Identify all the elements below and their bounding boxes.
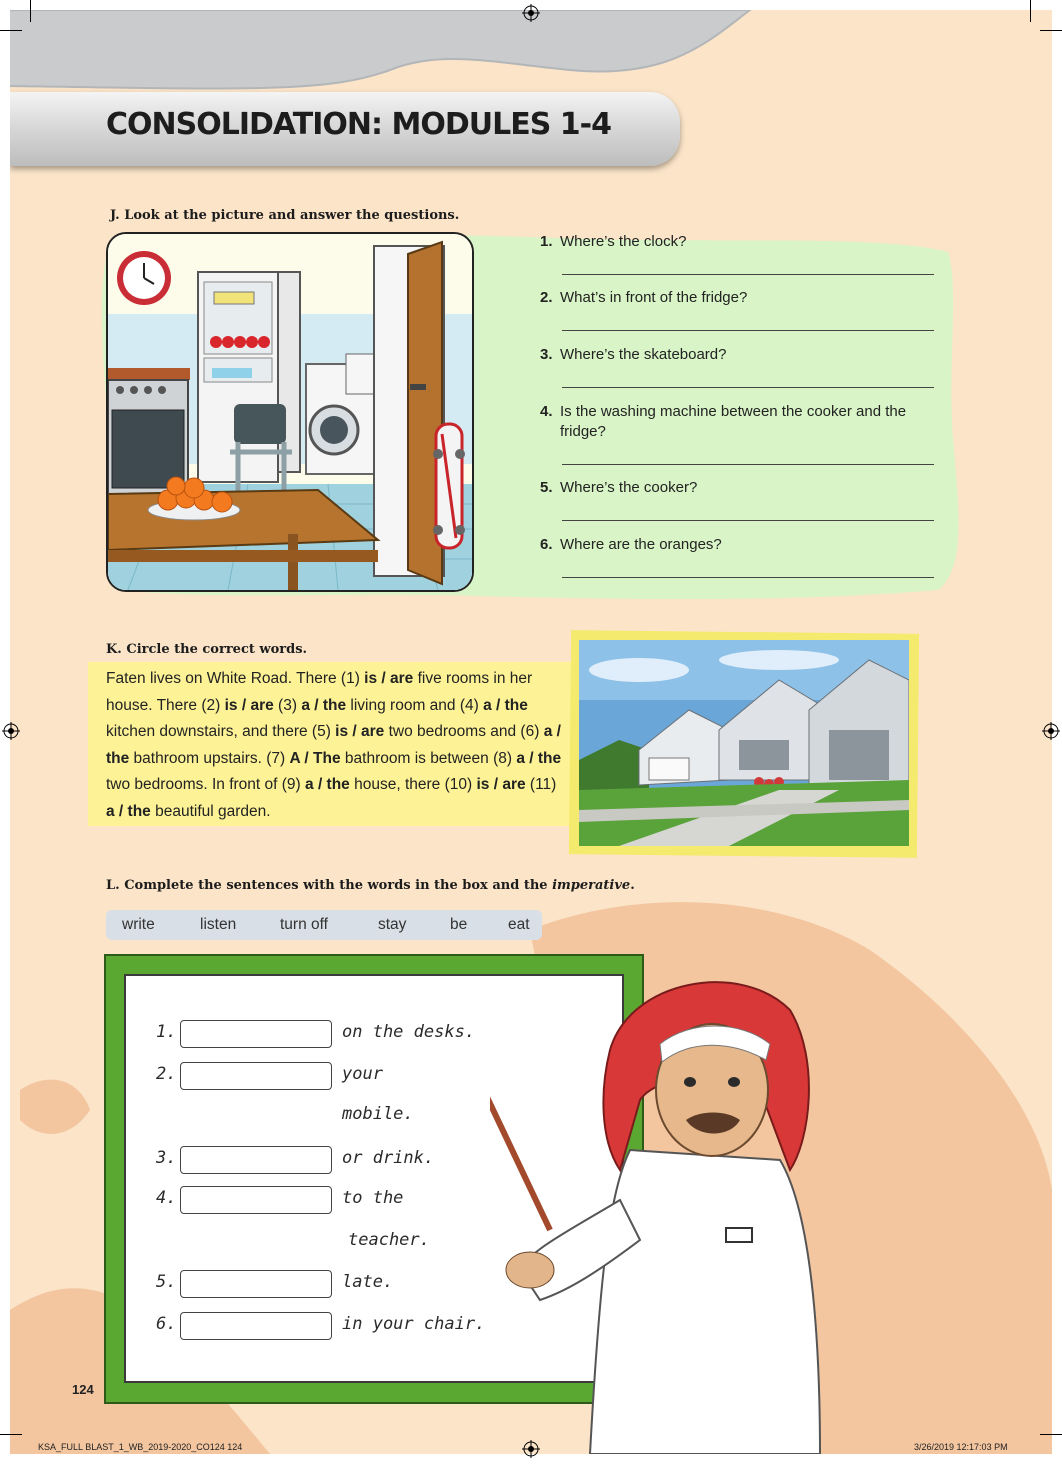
houses-photo <box>579 640 909 846</box>
choice-6[interactable]: a / the <box>106 723 561 767</box>
choice-4[interactable]: a / the <box>483 696 528 714</box>
item-text-4b: teacher. <box>348 1230 430 1250</box>
answer-box-4[interactable] <box>180 1186 332 1214</box>
footer-timestamp: 3/26/2019 12:17:03 PM <box>914 1442 1008 1452</box>
word-option: be <box>450 916 468 933</box>
item-text-1: on the desks. <box>342 1022 476 1042</box>
item-text-4: to the <box>342 1188 404 1208</box>
question-number: 3. <box>540 346 553 363</box>
instruction-text: L. Complete the sentences with the words in the box and the <box>106 878 553 893</box>
answer-line[interactable] <box>562 520 934 521</box>
page-number: 124 <box>72 1382 94 1397</box>
choice-3[interactable]: a / the <box>301 696 347 714</box>
crop-mark <box>1040 1434 1062 1435</box>
choice-11[interactable]: a / the <box>106 802 151 820</box>
question-3 <box>540 345 940 365</box>
word-option: listen <box>200 916 237 933</box>
question-2 <box>540 288 940 308</box>
question-number: 2. <box>540 289 553 306</box>
question-number: 5. <box>540 479 553 496</box>
pointer-stick <box>490 1040 550 1230</box>
item-number-1: 1. <box>156 1022 177 1042</box>
item-text-3: or drink. <box>342 1148 435 1168</box>
item-text-5: late. <box>342 1272 394 1292</box>
instruction-end: . <box>630 878 635 893</box>
exercise-k-paragraph <box>106 666 566 826</box>
answer-box-3[interactable] <box>180 1146 332 1174</box>
crop-mark <box>1040 30 1062 31</box>
registration-mark-icon <box>1042 722 1060 740</box>
word-option: write <box>122 916 155 933</box>
crop-mark <box>30 0 31 22</box>
item-text-2: your <box>342 1064 383 1084</box>
kitchen-picture <box>106 232 474 592</box>
item-text-6: in your chair. <box>342 1314 486 1334</box>
question-1 <box>540 232 940 252</box>
text-segment: house, there (10) <box>349 776 477 794</box>
registration-mark-icon <box>522 4 540 22</box>
answer-box-6[interactable] <box>180 1312 332 1340</box>
question-text: Where are the oranges? <box>560 536 722 553</box>
exercise-k-instruction: K. Circle the correct words. <box>106 642 308 657</box>
question-number: 4. <box>540 403 553 420</box>
item-text-2b: mobile. <box>342 1104 414 1124</box>
item-number-5: 5. <box>156 1272 177 1292</box>
text-segment: two bedrooms and (6) <box>384 723 544 741</box>
choice-8[interactable]: a / the <box>516 749 562 767</box>
question-5 <box>540 478 940 498</box>
question-text: What’s in front of the fridge? <box>560 289 748 306</box>
question-number: 1. <box>540 233 553 250</box>
item-number-6: 6. <box>156 1314 177 1334</box>
item-number-4: 4. <box>156 1188 177 1208</box>
item-number-2: 2. <box>156 1064 177 1084</box>
word-box <box>106 910 542 940</box>
choice-1[interactable]: is / are <box>364 670 414 687</box>
text-segment: bathroom is between (8) <box>340 749 517 767</box>
workbook-page <box>10 10 1052 1454</box>
registration-mark-icon <box>2 722 20 740</box>
text-segment: kitchen downstairs, and there (5) <box>106 723 336 741</box>
choice-10[interactable]: is / are <box>476 776 526 794</box>
answer-box-1[interactable] <box>180 1020 332 1048</box>
text-segment: bathroom upstairs. (7) <box>129 749 290 767</box>
choice-9[interactable]: a / the <box>305 776 350 794</box>
crop-mark <box>0 30 22 31</box>
instruction-emphasis: imperative <box>552 878 631 893</box>
answer-line[interactable] <box>562 464 934 465</box>
choice-5[interactable]: is / are <box>335 723 385 741</box>
registration-mark-icon <box>522 1440 540 1458</box>
question-4 <box>540 402 940 442</box>
word-option: turn off <box>280 916 328 933</box>
page-title: CONSOLIDATION: MODULES 1-4 <box>106 107 611 142</box>
choice-2[interactable]: is / are <box>224 696 274 714</box>
text-segment: Faten lives on White Road. There (1) <box>106 670 365 687</box>
crop-mark <box>1030 0 1031 22</box>
question-number: 6. <box>540 536 553 553</box>
teacher-illustration <box>490 970 830 1454</box>
word-option: stay <box>378 916 407 933</box>
answer-line[interactable] <box>562 387 934 388</box>
word-option: eat <box>508 916 530 933</box>
answer-line[interactable] <box>562 274 934 275</box>
crop-mark <box>0 1434 22 1435</box>
question-text: Where’s the skateboard? <box>560 346 727 363</box>
text-segment: living room and (4) <box>346 696 484 714</box>
exercise-j-instruction: J. Look at the picture and answer the questions. <box>110 208 460 223</box>
text-segment: two bedrooms. In front of (9) <box>106 776 306 794</box>
question-6 <box>540 535 940 555</box>
choice-7[interactable]: A / The <box>289 749 341 767</box>
question-text: Where’s the clock? <box>560 233 687 250</box>
answer-box-5[interactable] <box>180 1270 332 1298</box>
text-segment: beautiful garden. <box>150 802 271 820</box>
text-segment: five rooms in her house. There (2) <box>106 670 533 714</box>
text-segment: (3) <box>273 696 302 714</box>
footer-file-info: KSA_FULL BLAST_1_WB_2019-2020_CO124 124 <box>38 1442 243 1452</box>
answer-line[interactable] <box>562 577 934 578</box>
answer-box-2[interactable] <box>180 1062 332 1090</box>
question-text: Where’s the cooker? <box>560 479 698 496</box>
item-number-3: 3. <box>156 1148 177 1168</box>
text-segment: (11) <box>525 776 557 794</box>
answer-line[interactable] <box>562 330 934 331</box>
question-text: Is the washing machine between the cooker and the fridge? <box>560 403 907 440</box>
